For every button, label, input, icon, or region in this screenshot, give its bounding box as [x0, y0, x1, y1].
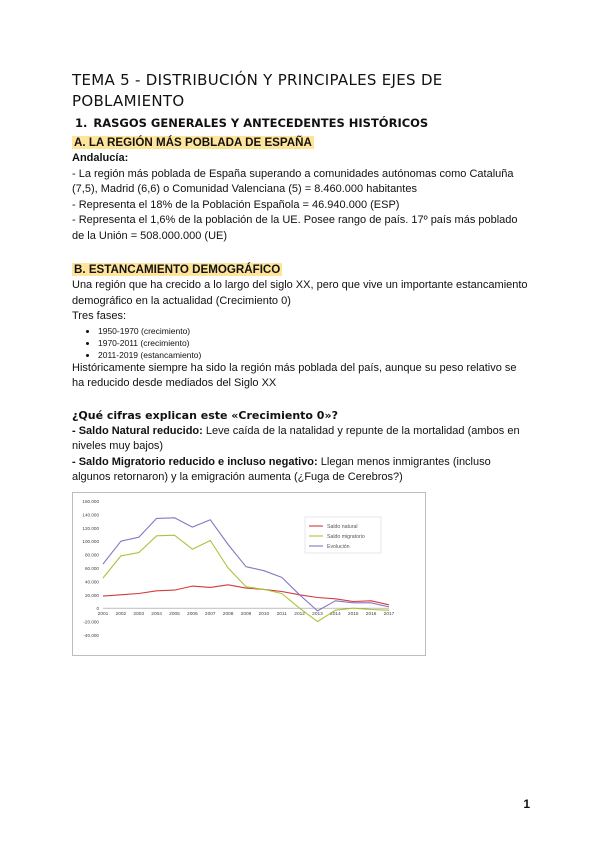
- x-tick-label: 2016: [365, 611, 377, 617]
- x-tick-label: 2006: [187, 611, 198, 617]
- legend-label: Saldo natural: [327, 523, 358, 530]
- section-b-intro: Una región que ha crecido a lo largo del siglo XX, pero que vive un importante estancamiento demográfico en la actualidad (Crecimiento 0): [72, 279, 528, 307]
- y-tick-label: 0: [96, 605, 99, 611]
- phases-list: [72, 325, 528, 361]
- x-tick-label: 2002: [115, 611, 127, 617]
- population-chart: [73, 493, 425, 655]
- x-tick-label: 2013: [312, 611, 323, 617]
- y-tick-label: 160.000: [82, 498, 99, 504]
- question-heading: ¿Qué cifras explican este «Crecimiento 0»?: [72, 408, 338, 422]
- y-tick-label: -40.000: [83, 632, 99, 638]
- x-tick-label: 2017: [383, 611, 395, 617]
- section-subtitle: [72, 116, 528, 130]
- y-tick-label: -20.000: [83, 619, 99, 625]
- x-tick-label: 2003: [133, 611, 145, 617]
- x-tick-label: 2007: [204, 611, 216, 617]
- y-tick-label: 80.000: [84, 552, 99, 558]
- section-a-line-1: - La región más poblada de España superando a comunidades autónomas como Cataluña (7,5), Madrid (6,6) o Comunidad Valenciana (5) = 8.460.000 habitantes: [72, 167, 514, 195]
- phases-label: Tres fases:: [72, 310, 126, 322]
- chart-container: [72, 492, 426, 656]
- document-page: [72, 70, 528, 656]
- item-natural-label: - Saldo Natural reducido:: [72, 424, 203, 437]
- subtitle-number: 1.: [75, 116, 88, 130]
- list-item: • 1970-2011 (crecimiento): [98, 337, 528, 349]
- section-a-label: Andalucía:: [72, 152, 129, 164]
- list-item: • 1950-1970 (crecimiento): [98, 325, 528, 337]
- x-tick-label: 2004: [151, 611, 162, 617]
- x-tick-label: 2015: [347, 611, 359, 617]
- item-migratorio-text: Llegan menos inmigrantes (incluso algunos retornaron) y la emigración aumenta (¿Fuga de Cerebros?): [72, 455, 491, 483]
- page-number: 1: [523, 797, 530, 811]
- section-a-heading: A. LA REGIÓN MÁS POBLADA DE ESPAÑA: [74, 136, 312, 149]
- x-tick-label: 2005: [169, 611, 180, 617]
- x-tick-label: 2012: [294, 611, 305, 617]
- section-b-closing: Históricamente siempre ha sido la región más poblada del país, aunque su peso relativo se ha reducido desde mediados del Siglo XX: [72, 361, 517, 389]
- list-item: • 2011-2019 (estancamiento): [98, 349, 528, 361]
- x-tick-label: 2014: [330, 611, 341, 617]
- y-tick-label: 100.000: [82, 538, 99, 544]
- x-tick-label: 2001: [97, 611, 109, 617]
- section-a-line-2: - Representa el 18% de la Población Española = 46.940.000 (ESP): [72, 198, 400, 211]
- section-b-heading: B. ESTANCAMIENTO DEMOGRÁFICO: [74, 263, 281, 276]
- y-tick-label: 60.000: [84, 565, 99, 571]
- item-natural-text: Leve caída de la natalidad y repunte de la mortalidad (ambos en niveles muy bajos): [72, 424, 520, 452]
- legend-label: Saldo migratorio: [327, 533, 365, 540]
- y-tick-label: 40.000: [84, 578, 99, 584]
- item-migratorio: [72, 455, 528, 486]
- item-migratorio-label: - Saldo Migratorio reducido e incluso negativo:: [72, 455, 318, 468]
- x-tick-label: 2010: [258, 611, 270, 617]
- x-tick-label: 2008: [222, 611, 234, 617]
- legend-label: Evolución: [327, 543, 350, 550]
- section-a-line-3: - Representa el 1,6% de la población de la UE. Posee rango de país. 17º país más poblado de la Unión = 508.000.000 (UE): [72, 214, 518, 242]
- y-tick-label: 120.000: [82, 525, 99, 531]
- x-tick-label: 2009: [240, 611, 252, 617]
- item-natural: [72, 424, 528, 455]
- y-tick-label: 20.000: [84, 592, 99, 598]
- subtitle-text: RASGOS GENERALES Y ANTECEDENTES HISTÓRICOS: [93, 116, 429, 130]
- y-tick-label: 140.000: [82, 511, 99, 517]
- document-title: TEMA 5 - DISTRIBUCIÓN Y PRINCIPALES EJES DE POBLAMIENTO: [72, 71, 443, 110]
- x-tick-label: 2011: [276, 611, 287, 617]
